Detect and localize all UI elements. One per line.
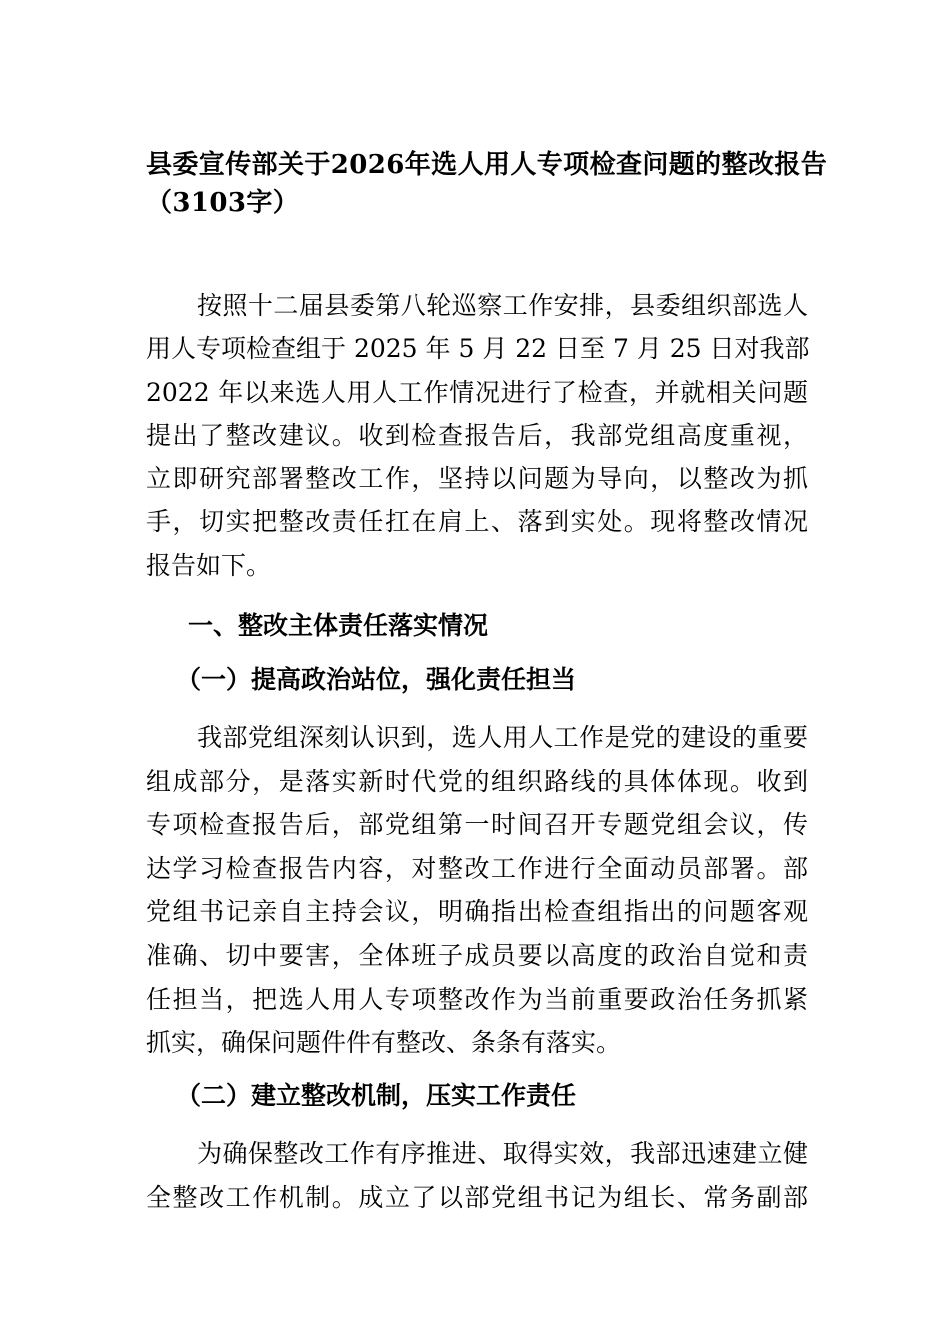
intro-line: 用人专项检查组于 2025 年 5 月 22 日至 7 月 25 日对我部 (146, 334, 810, 364)
intro-line: 立即研究部署整改工作，坚持以问题为导向，以整改为抓 (146, 464, 808, 494)
paragraph-line: 全整改工作机制。成立了以部党组书记为组长、常务副部 (146, 1183, 808, 1212)
paragraph-line: 我部党组深刻认识到，选人用人工作是党的建设的重要 (146, 723, 808, 752)
paragraph-line: 抓实，确保问题件件有整改、条条有落实。 (146, 1028, 622, 1058)
paragraph-line: 达学习检查报告内容，对整改工作进行全面动员部署。部 (146, 853, 808, 883)
section-1-2-heading: （二）建立整改机制，压实工作责任 (176, 1081, 577, 1110)
section-1-1-paragraph (146, 716, 808, 1065)
intro-line: 按照十二届县委第八轮巡察工作安排，县委组织部选人 (146, 291, 808, 320)
intro-line: 提出了整改建议。收到检查报告后，我部党组高度重视， (146, 420, 808, 450)
paragraph-line: 任担当，把选人用人专项整改作为当前重要政治任务抓紧 (146, 984, 808, 1014)
title-line-2: （3103字） (146, 188, 300, 218)
title-line-1: 县委宣传部关于2026年选人用人专项检查问题的整改报告 (146, 150, 828, 180)
section-1-1-heading: （一）提高政治站位，强化责任担当 (176, 665, 577, 694)
paragraph-line: 专项检查报告后，部党组第一时间召开专题党组会议，传 (146, 810, 808, 840)
intro-line: 2022 年以来选人用人工作情况进行了检查，并就相关问题 (146, 377, 808, 407)
section-1-heading: 一、整改主体责任落实情况 (188, 611, 489, 640)
paragraph-line: 组成部分，是落实新时代党的组织路线的具体体现。收到 (146, 766, 808, 796)
intro-line: 报告如下。 (146, 550, 272, 580)
intro-paragraph (146, 284, 808, 587)
paragraph-line: 准确、切中要害，全体班子成员要以高度的政治自觉和责 (146, 940, 808, 970)
section-1-2-paragraph (146, 1132, 808, 1220)
paragraph-line: 党组书记亲自主持会议，明确指出检查组指出的问题客观 (146, 897, 808, 927)
intro-line: 手，切实把整改责任扛在肩上、落到实处。现将整改情况 (146, 507, 808, 537)
document-title (146, 146, 828, 222)
paragraph-line: 为确保整改工作有序推进、取得实效，我部迅速建立健 (146, 1139, 808, 1168)
